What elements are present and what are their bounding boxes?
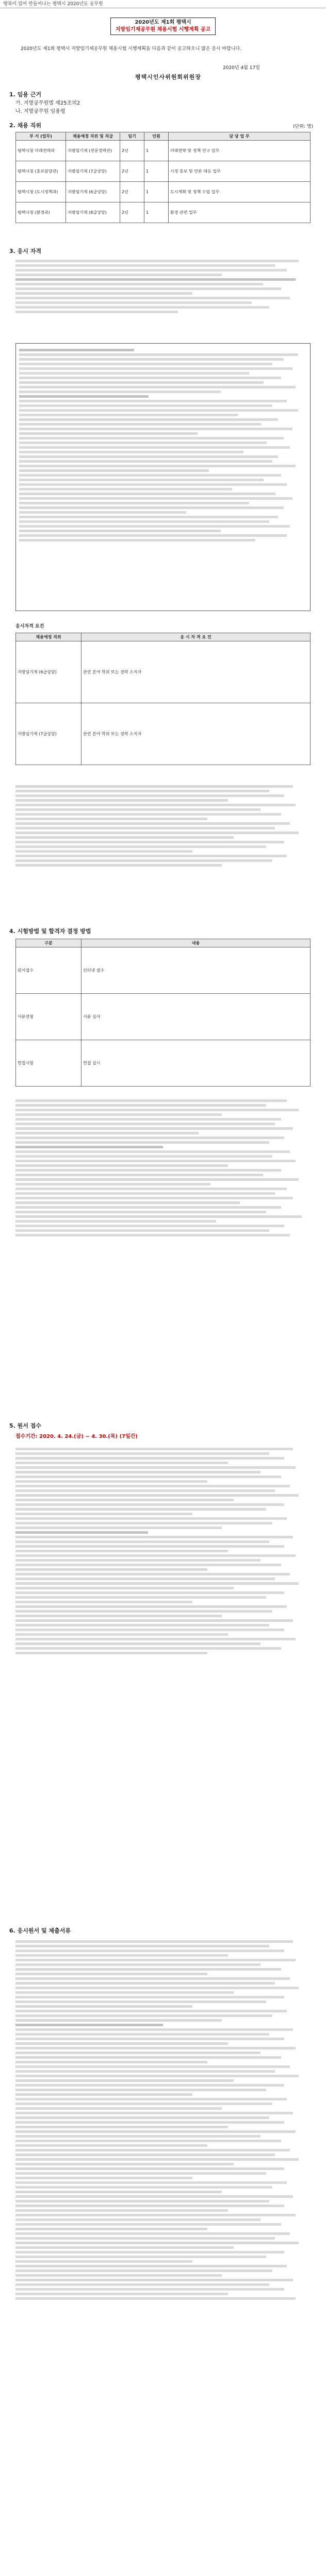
section-heading-5: 5. 원서 접수 <box>9 1422 41 1429</box>
section-1-item-b: 나. 지방공무원 임용령 <box>15 109 66 114</box>
table-row <box>16 641 311 703</box>
table-row <box>16 994 311 1040</box>
col-header-term: 임기 <box>120 132 144 141</box>
cell-count: 1 <box>144 161 169 182</box>
cell-content: 면접 실시 <box>82 1040 311 1087</box>
section-1-item-a: 가. 지방공무원법 제25조의2 <box>15 100 80 106</box>
qualification-table <box>15 633 311 765</box>
eligibility-text-block <box>15 258 311 335</box>
col-header-stage: 구분 <box>16 939 82 947</box>
cell-term: 2년 <box>120 141 144 161</box>
col-header-duty: 담 당 업 무 <box>169 132 311 141</box>
col-header-dept: 부 서 (업무) <box>16 132 66 141</box>
application-text <box>15 1446 311 1909</box>
table-row <box>16 182 311 202</box>
exam-method-table <box>15 939 311 1087</box>
cell-position: 지방임기제 (6급상당) <box>16 641 82 703</box>
qualification-notes <box>15 783 311 917</box>
cell-count: 1 <box>144 182 169 202</box>
title-box <box>110 18 216 35</box>
col-header-content: 내용 <box>82 939 311 947</box>
cell-dept: 평택시청 (도시정책과) <box>16 182 66 202</box>
cell-rank: 지방임기제 (전문경력관) <box>66 141 120 161</box>
documents-text <box>15 1938 311 2576</box>
table-row <box>16 703 311 765</box>
cell-count: 1 <box>144 202 169 223</box>
qualification-caption: 응시자격 요건 <box>15 624 44 629</box>
section-heading-4: 4. 시험방법 및 합격자 결정 방법 <box>9 928 91 935</box>
section-heading-3: 3. 응시 자격 <box>9 248 41 255</box>
table-row <box>16 1040 311 1087</box>
lead-paragraph: 2020년도 제1회 평택시 지방임기제공무원 채용시험 시행계획을 다음과 같이 공고하오니 많은 응시 바랍니다. <box>21 46 242 52</box>
cell-requirements: 관련 분야 학위 또는 경력 소지자 <box>82 703 311 765</box>
exam-method-notes <box>15 1097 311 1406</box>
title-line-1: 2020년도 제1회 평택시 <box>135 20 191 25</box>
cell-term: 2년 <box>120 182 144 202</box>
section-heading-2: 2. 채용 직위 <box>9 122 41 129</box>
cell-duty: 도시계획 및 정책 수립 업무 <box>169 182 311 202</box>
col-header-position: 채용예정 직위 <box>16 633 82 641</box>
col-header-rank: 채용예정 직위 및 직급 <box>66 132 120 141</box>
cell-duty: 시정 홍보 및 언론 대응 업무 <box>169 161 311 182</box>
cell-position: 지방임기제 (7급상당) <box>16 703 82 765</box>
cell-dept: 평택시청 미래전략과 <box>16 141 66 161</box>
announcement-date: 2020년 4월 17일 <box>223 65 260 71</box>
notice-box-text <box>19 347 307 607</box>
cell-stage: 면접시험 <box>16 1040 82 1087</box>
top-notice: 행복이 있어 만들어나는 평택시 2020년도 공무원 <box>0 0 326 8</box>
cell-stage: 서류전형 <box>16 994 82 1040</box>
cell-requirements: 관련 분야 학위 또는 경력 소지자 <box>82 641 311 703</box>
cell-rank: 지방임기제 (8급상당) <box>66 202 120 223</box>
position-table <box>15 132 311 223</box>
table-row <box>16 202 311 223</box>
cell-dept: 평택시청 (환경과) <box>16 202 66 223</box>
table-unit: (단위: 명) <box>293 124 313 129</box>
cell-duty: 미래전략 및 정책 연구 업무 <box>169 141 311 161</box>
section-heading-1: 1. 임용 근거 <box>9 91 41 98</box>
col-header-requirements: 응 시 자 격 요 건 <box>82 633 311 641</box>
col-header-count: 인원 <box>144 132 169 141</box>
title-line-2: 지방임기제공무원 채용시험 시행계획 공고 <box>115 27 211 32</box>
cell-rank: 지방임기제 (7급상당) <box>66 161 120 182</box>
notice-box <box>15 343 311 611</box>
cell-rank: 지방임기제 (6급상당) <box>66 182 120 202</box>
cell-count: 1 <box>144 141 169 161</box>
table-row <box>16 141 311 161</box>
cell-content: 서류 심사 <box>82 994 311 1040</box>
table-row <box>16 947 311 994</box>
cell-term: 2년 <box>120 161 144 182</box>
cell-duty: 환경 관련 업무 <box>169 202 311 223</box>
cell-stage: 원서접수 <box>16 947 82 994</box>
apply-period: 접수기간: 2020. 4. 24.(금) ~ 4. 30.(목) (7일간) <box>15 1434 138 1439</box>
cell-term: 2년 <box>120 202 144 223</box>
cell-content: 인터넷 접수 <box>82 947 311 994</box>
organization-name: 평택시인사위원회위원장 <box>135 74 201 80</box>
cell-dept: 평택시청 (홍보담당관) <box>16 161 66 182</box>
table-row <box>16 161 311 182</box>
section-heading-6: 6. 응시원서 및 제출서류 <box>9 1927 71 1934</box>
